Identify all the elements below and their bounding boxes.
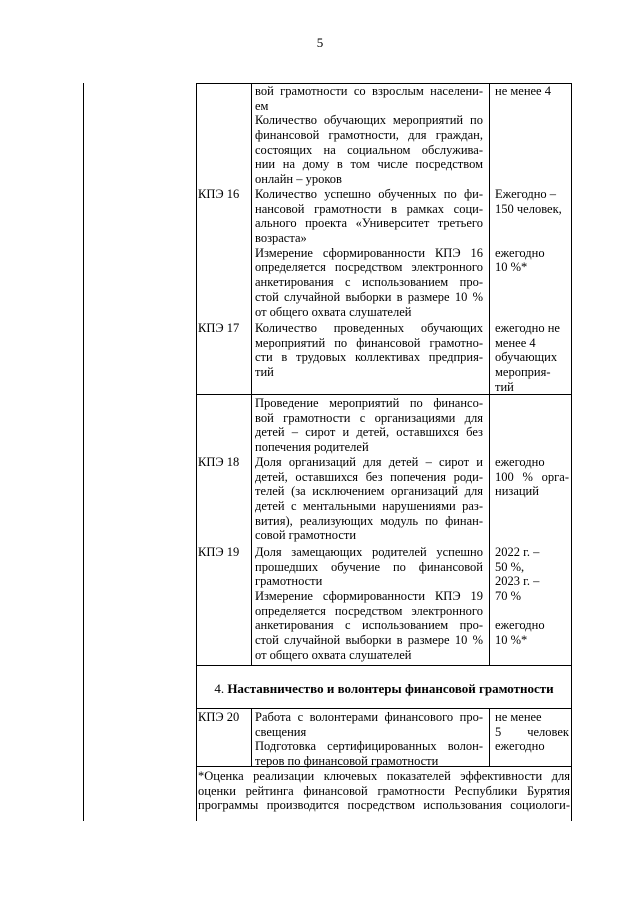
text-line: телей (за исключением организаций для [255,484,483,499]
indicator-description [255,455,483,543]
text-line: определяется посредством электронного [255,260,483,275]
text-line: состоящих на социальном обслужива- [255,142,483,157]
text-line: вой грамотности со взрослым населени- [255,84,483,98]
text-line: стой случайной выборки в размере 10 % [255,289,483,304]
text-line: 70 % [495,589,522,604]
text-line: менее 4 [495,335,536,350]
text-line: Измерение сформированности КПЭ 16 [255,245,483,260]
text-line: не менее 4 [495,84,551,98]
indicator-target [495,187,569,275]
text-line: ем [255,98,269,113]
indicator-target [495,321,569,394]
text-line: Работа с волонтерами финансового про- [255,710,483,724]
text-line: детей, оставшихся без попечения роди- [255,469,483,484]
text-line: 10 %* [495,260,528,275]
text-line: 150 человек, [495,201,562,216]
text-line: 10 %* [495,633,528,648]
footnote [198,769,570,813]
section-heading [196,682,572,697]
text-line: Доля организаций для детей – сирот и [255,455,483,469]
section-title: Наставничество и волонтеры финансовой грамотности [227,681,554,696]
text-line: 50 %, [495,559,525,574]
indicator-target [495,545,569,648]
text-line: от общего охвата слушателей [255,304,412,319]
text-line: Доля замещающих родителей успешно [255,545,483,559]
text-line: *Оценка реализации ключевых показателей эффективности для [198,769,570,783]
text-line: от общего охвата слушателей [255,647,412,662]
text-line: тий [495,379,514,394]
text-line: Количество проведенных обучающих [255,321,483,335]
text-line: 5 человек [495,724,569,739]
text-line: обучающих [495,350,558,365]
text-line: ежегодно [495,455,545,469]
indicator-target [495,455,569,499]
column-divider [489,708,490,766]
text-line: ежегодно [495,618,545,633]
text-line: детей – сирот и детей, оставшихся без [255,425,483,440]
text-line: грамотности [255,574,323,589]
indicator-code: КПЭ 16 [198,187,240,201]
text-line: онлайн – уроков [255,172,342,187]
text-line: Количество успешно обученных по фи- [255,187,483,201]
text-line [495,216,569,231]
text-line: попечения родителей [255,440,369,455]
text-line: Подготовка сертифицированных волон- [255,739,483,754]
section-number: 4. [214,681,225,696]
page-number: 5 [316,35,324,50]
text-line: нансовой грамотности в рамках соци- [255,201,483,216]
text-line: 100 % орга- [495,469,569,484]
text-line [495,231,569,246]
text-line: вой грамотности с организациями для [255,410,483,425]
text-line: Измерение сформированности КПЭ 19 [255,589,483,604]
row-divider [196,665,572,666]
left-margin-line [83,83,84,821]
text-line: тий [255,365,274,380]
text-line: прошедших обучение по финансовой [255,559,483,574]
indicator-target [495,84,569,99]
text-line: Проведение мероприятий по финансо- [255,396,483,410]
text-line: оценки рейтинга финансовой грамотности Республики Бурятия [198,783,570,798]
text-line: Количество обучающих мероприятий по [255,113,483,128]
indicator-description [255,187,483,319]
text-line: возраста» [255,231,307,246]
text-line: совой грамотности [255,528,357,543]
text-line: ежегодно не [495,321,560,335]
text-line: мероприятий по финансовой грамотно- [255,335,483,350]
column-divider [489,83,490,665]
indicator-description [255,396,483,455]
table-right-border [571,83,572,821]
indicator-description [255,84,483,187]
text-line [495,604,569,619]
text-line: сти в трудовых коллективах предприя- [255,350,483,365]
text-line: не менее [495,710,542,724]
column-divider [251,83,252,665]
text-line: ального проекта «Университет третьего [255,216,483,231]
table-left-border [196,83,197,821]
text-line: определяется посредством электронного [255,603,483,618]
text-line: 2022 г. – [495,545,540,559]
text-line: анкетирования с использованием про- [255,275,483,290]
text-line: нии на дому в том числе посредством [255,157,483,172]
indicator-description [255,321,483,380]
text-line: программы производится посредством использования социологи- [198,798,570,813]
indicator-code: КПЭ 19 [198,545,240,559]
column-divider [251,708,252,766]
row-divider [196,708,572,709]
text-line: вития), реализующих модуль по финан- [255,513,483,528]
indicator-code: КПЭ 20 [198,710,240,724]
text-line: детей с ментальными нарушениями раз- [255,499,483,514]
text-line: теров по финансовой грамотности [255,754,439,769]
text-line: Ежегодно – [495,187,557,201]
text-line: ежегодно [495,245,545,260]
text-line: анкетирования с использованием про- [255,618,483,633]
text-line: ежегодно [495,739,545,754]
text-line: свещения [255,724,307,739]
text-line: стой случайной выборки в размере 10 % [255,633,483,648]
indicator-code: КПЭ 17 [198,321,240,335]
indicator-description [255,545,483,663]
indicator-description [255,710,483,769]
indicator-target [495,710,569,754]
indicator-code: КПЭ 18 [198,455,240,469]
text-line: 2023 г. – [495,574,540,589]
text-line: финансовой грамотности, для граждан, [255,128,483,143]
text-line: мероприя- [495,365,551,380]
text-line: низаций [495,484,539,499]
